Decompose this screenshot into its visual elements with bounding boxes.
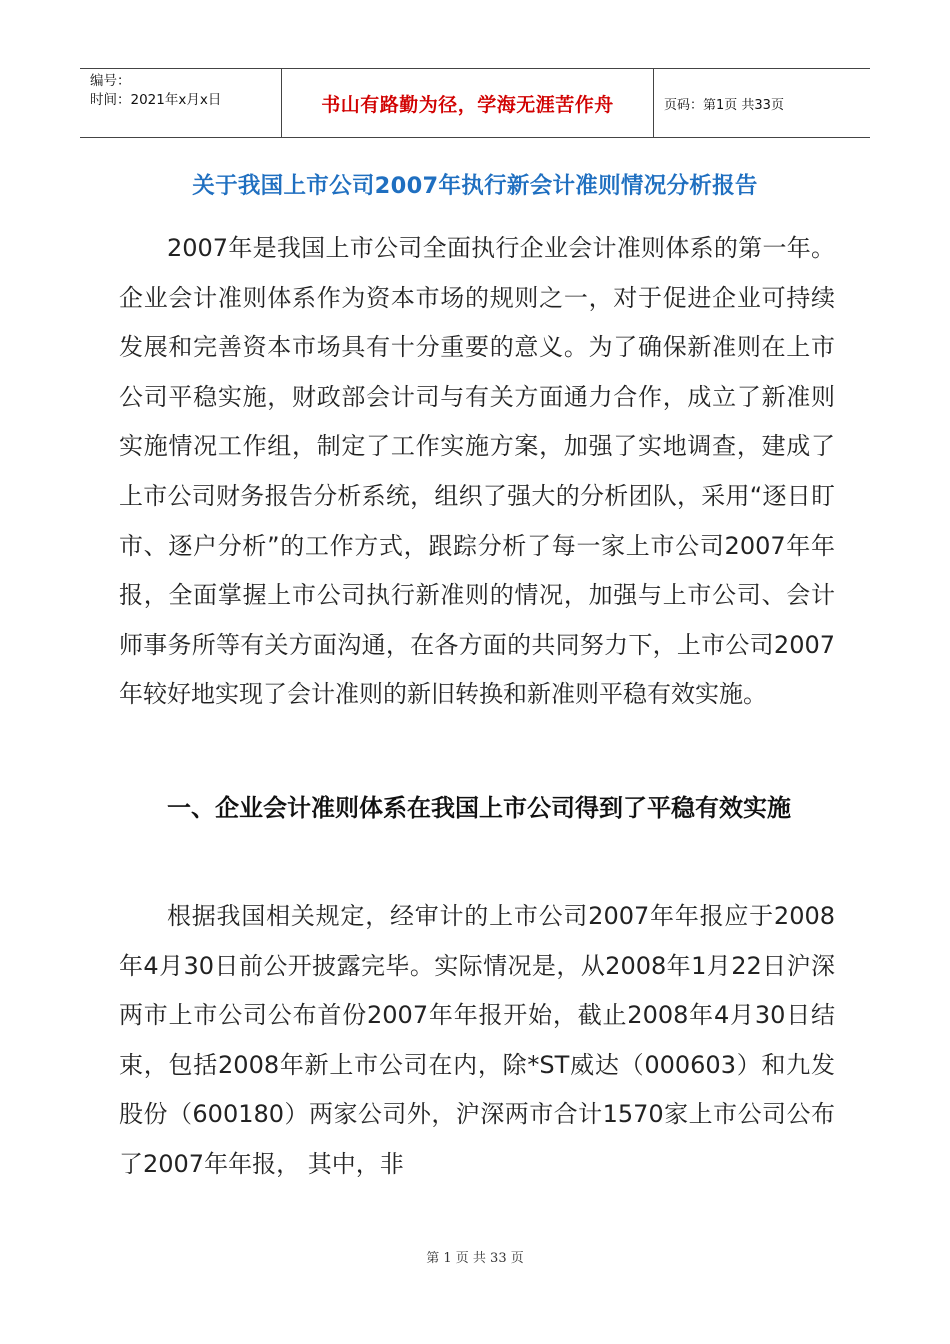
- document-title: 关于我国上市公司2007年执行新会计准则情况分析报告: [192, 173, 758, 199]
- paragraph-section-1: 根据我国相关规定，经审计的上市公司2007年年报应于2008年4月30日前公开披露完毕。实际情况是，从2008年1月22日沪深两市上市公司公布首份2007年年报开始，截止2008年4月30日结束，包括2008年新上市公司在内，除*ST威达（000603）和九发股份（600180）两家公司外，沪深两市合计1570家上市公司公布了2007年年报， 其中，非: [119, 902, 835, 1178]
- page-footer: 第 1 页 共 33 页: [426, 1251, 524, 1266]
- header-page-info: 页码：第1页 共33页: [664, 97, 784, 113]
- paragraph-intro: 2007年是我国上市公司全面执行企业会计准则体系的第一年。企业会计准则体系作为资本市场的规则之一，对于促进企业可持续发展和完善资本市场具有十分重要的意义。为了确保新准则在上市公司平稳实施，财政部会计司与有关方面通力合作，成立了新准则实施情况工作组，制定了工作实施方案，加强了实地调查，建成了上市公司财务报告分析系统，组织了强大的分析团队，采用“逐日盯市、逐户分析”的工作方式，跟踪分析了每一家上市公司2007年年报，全面掌握上市公司执行新准则的情况，加强与上市公司、会计师事务所等有关方面沟通，在各方面的共同努力下，上市公司2007年较好地实现了会计准则的新旧转换和新准则平稳有效实施。: [119, 234, 835, 709]
- header-meta-cell: [80, 69, 282, 137]
- page-header: [80, 68, 870, 138]
- time-label: 时间：2021年x月x日: [90, 92, 222, 108]
- section-heading-1: 一、企业会计准则体系在我国上市公司得到了平稳有效实施: [167, 794, 791, 822]
- number-label: 编号：: [90, 73, 131, 89]
- header-motto: 书山有路勤为径，学海无涯苦作舟: [282, 69, 654, 137]
